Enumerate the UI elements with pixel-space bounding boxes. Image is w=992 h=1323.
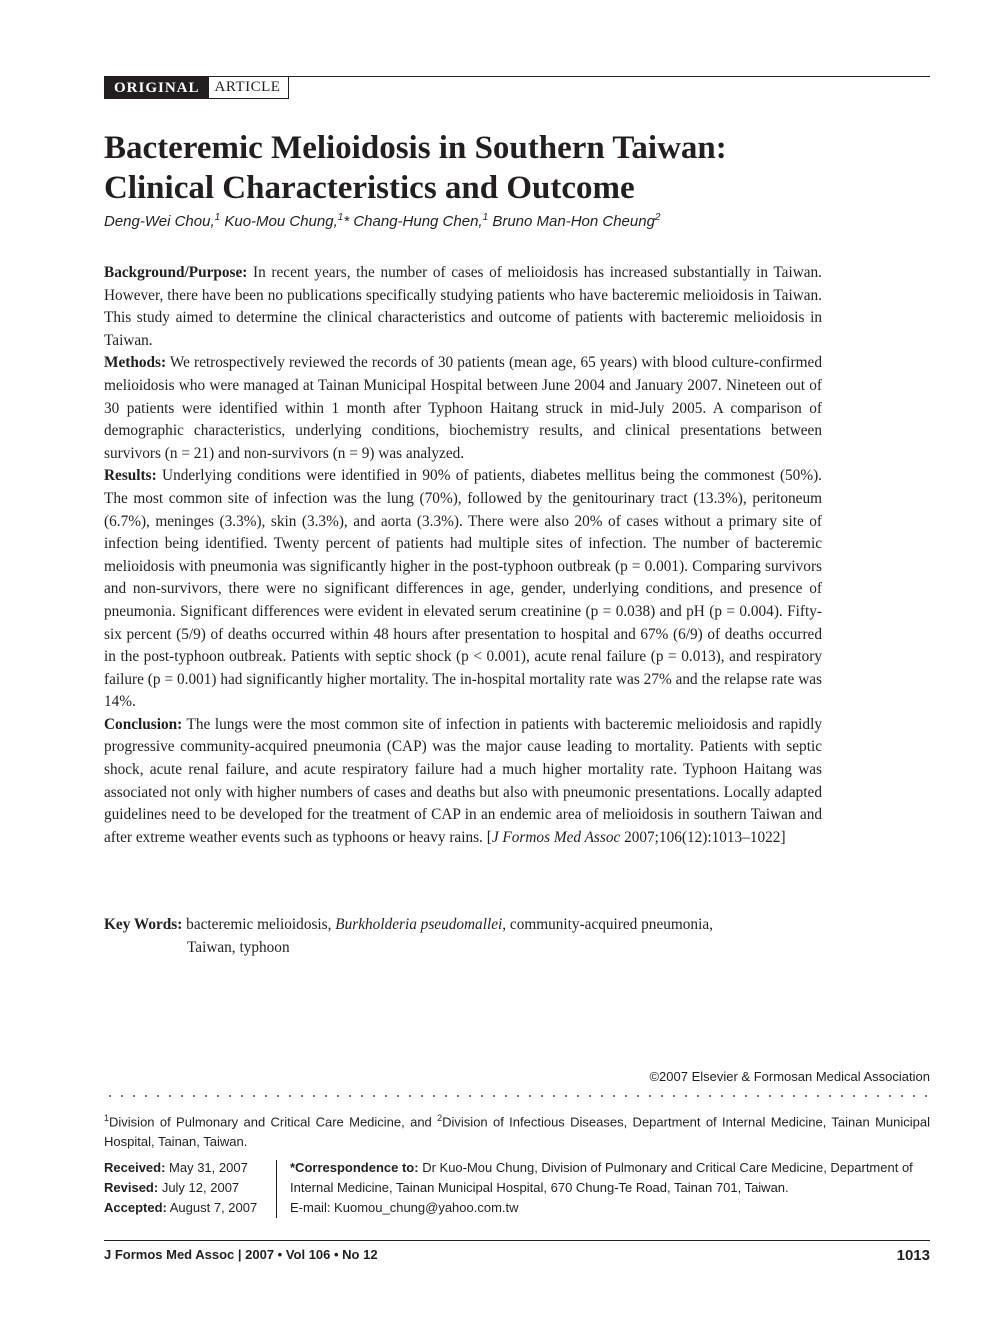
abstract-results — [104, 465, 822, 714]
keyword-2: Burkholderia pseudomallei — [335, 916, 503, 933]
abstract-conclusion — [104, 714, 822, 850]
results-label: Results: — [104, 467, 157, 485]
abstract-methods — [104, 352, 822, 465]
revised-date: July 12, 2007 — [158, 1180, 240, 1195]
dotted-divider — [104, 1094, 930, 1098]
key-words — [104, 914, 822, 959]
background-text: In recent years, the number of cases of melioidosis has increased substantially in Taiwan. However, there have been no publications specifically studying patients who have bacteremic melioidosis in Taiwan. This study aimed to determine the clinical characteristics and outcome of patients with bacteremic melioidosis in Taiwan. — [104, 264, 822, 349]
correspondence — [290, 1158, 930, 1218]
affil-sup-1: 1 — [104, 1113, 110, 1123]
received-date: May 31, 2007 — [165, 1160, 248, 1175]
revised-row — [104, 1178, 274, 1198]
copyright: ©2007 Elsevier & Formosan Medical Association — [649, 1069, 930, 1084]
vertical-divider — [276, 1160, 277, 1218]
author-2-affil: 1 — [337, 212, 344, 223]
correspondence-email[interactable]: E-mail: Kuomou_chung@yahoo.com.tw — [290, 1200, 519, 1215]
accepted-row — [104, 1198, 274, 1218]
footer-rule — [104, 1240, 930, 1241]
accepted-label: Accepted: — [104, 1200, 167, 1215]
tag-original: ORIGINAL — [104, 76, 208, 99]
results-text: Underlying conditions were identified in 90% of patients, diabetes mellitus being the commonest (50%). The most common site of infection was the lung (70%), followed by the genitourinary tract (13.3%), peritoneum (6.7%), meninges (3.3%), skin (3.3%), and aorta (3.3%). There were also 20% of cases without a primary site of infection being identified. Twenty percent of patients had multiple sites of infection. The number of bacteremic melioidosis with pneumonia was significantly higher in the post-typhoon outbreak (p = 0.001). Comparing survivors and non-survivors, there were no significant differences in age, gender, underlying conditions, and presence of pneumonia. Significant differences were evident in elevated serum creatinine (p = 0.038) and pH (p = 0.004). Fifty-six percent (5/9) of deaths occurred within 48 hours after presentation to hospital and 67% (6/9) of deaths occurred in the post-typhoon outbreak. Patients with septic shock (p < 0.001), acute renal failure (p = 0.013), and respiratory failure (p = 0.001) had significantly higher mortality. The in-hospital mortality rate was 27% and the relapse rate was 14%. — [104, 467, 822, 711]
tag-article: ARTICLE — [208, 76, 290, 99]
title-line-1: Bacteremic Melioidosis in Southern Taiwan: — [104, 130, 727, 166]
revised-label: Revised: — [104, 1180, 159, 1195]
correspondence-text: Dr Kuo-Mou Chung, Division of Pulmonary and Critical Care Medicine, Department of Internal Medicine, Tainan Municipal Hospital, 670 Chung-Te Road, Tainan 701, Taiwan. — [290, 1160, 913, 1195]
page-title — [104, 128, 930, 208]
keywords-label: Key Words: — [104, 916, 183, 933]
received-label: Received: — [104, 1160, 166, 1175]
author-3: * Chang-Hung Chen, — [343, 213, 483, 230]
author-1: Deng-Wei Chou, — [104, 213, 215, 230]
author-3-affil: 1 — [482, 212, 489, 223]
author-1-affil: 1 — [214, 212, 221, 223]
conclusion-label: Conclusion: — [104, 715, 183, 733]
keyword-1: bacteremic melioidosis, — [186, 916, 332, 933]
affil-part-2: Division of Infectious Diseases, Department of Internal Medicine, Tainan Municipal Hospital, Tainan, Taiwan. — [104, 1114, 930, 1150]
citation-journal: J Formos Med Assoc — [491, 828, 621, 846]
title-line-2: Clinical Characteristics and Outcome — [104, 170, 635, 206]
background-label: Background/Purpose: — [104, 264, 248, 281]
author-2: Kuo-Mou Chung, — [220, 213, 338, 230]
abstract-background — [104, 262, 822, 352]
footer-journal: J Formos Med Assoc | 2007 • Vol 106 • No 12 — [104, 1247, 378, 1262]
received-row — [104, 1158, 274, 1178]
affil-sup-2: 2 — [437, 1113, 443, 1123]
keyword-4: Taiwan, typhoon — [187, 938, 290, 956]
methods-label: Methods: — [104, 354, 167, 372]
page-number: 1013 — [896, 1247, 930, 1264]
affil-part-1: Division of Pulmonary and Critical Care Medicine, and — [109, 1114, 438, 1130]
abstract — [104, 262, 822, 849]
author-4-affil: 2 — [654, 212, 661, 223]
citation-open: [ — [482, 828, 492, 846]
article-type-tag — [104, 76, 289, 99]
citation-rest: 2007;106(12):1013–1022] — [620, 828, 786, 846]
methods-text: We retrospectively reviewed the records of 30 patients (mean age, 65 years) with blood culture-confirmed melioidosis who were managed at Tainan Municipal Hospital between June 2004 and January 2007. Nineteen out of 30 patients were identified within 1 month after Typhoon Haitang struck in mid-July 2005. A comparison of demographic characteristics, underlying conditions, biochemistry results, and clinical presentations between survivors (n = 21) and non-survivors (n = 9) was analyzed. — [104, 354, 822, 462]
author-4: Bruno Man-Hon Cheung — [488, 213, 655, 230]
history-dates — [104, 1158, 274, 1218]
keyword-3: , community-acquired pneumonia, — [502, 916, 713, 933]
author-list — [104, 212, 660, 230]
affiliations — [104, 1108, 930, 1152]
conclusion-text: The lungs were the most common site of infection in patients with bacteremic melioidosis and rapidly progressive community-acquired pneumonia (CAP) was the major cause leading to mortality. Patients with septic shock, acute renal failure, and acute respiratory failure had a much higher mortality rate. Typhoon Haitang was associated not only with higher numbers of cases and deaths but also with pneumonic presentations. Locally adapted guidelines need to be developed for the treatment of CAP in an endemic area of melioidosis in southern Taiwan and after extreme weather events such as typhoons or heavy rains. — [104, 715, 822, 846]
accepted-date: August 7, 2007 — [166, 1200, 258, 1215]
correspondence-label: *Correspondence to: — [290, 1160, 419, 1175]
